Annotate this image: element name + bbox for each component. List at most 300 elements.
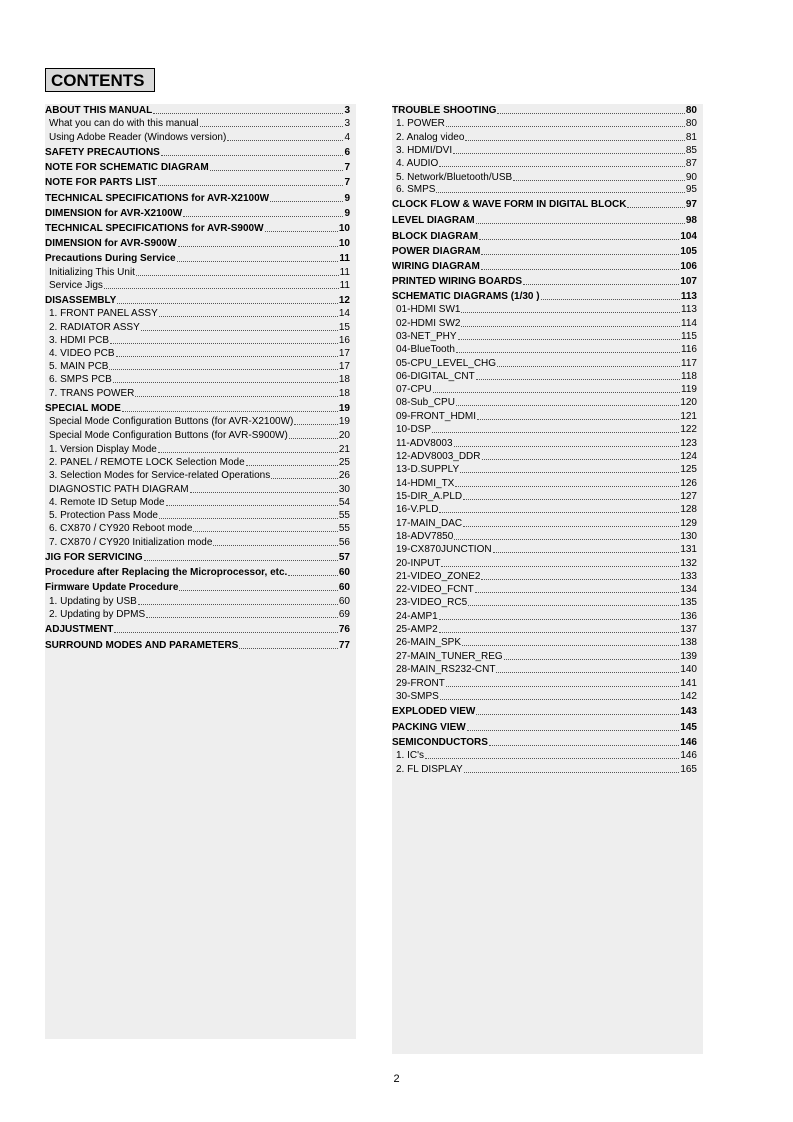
toc-entry-page: 60 [338, 596, 350, 607]
toc-entry-page: 136 [680, 611, 697, 622]
dot-leader [161, 154, 344, 156]
toc-entry-page: 121 [680, 411, 697, 422]
toc-entry [392, 260, 697, 273]
dot-leader [476, 378, 680, 380]
dot-leader [190, 491, 338, 493]
toc-entry-title: 30-SMPS [396, 691, 439, 702]
dot-leader [481, 578, 679, 580]
toc-entry-title: 15-DIR_A.PLD [396, 491, 463, 502]
toc-entry [45, 536, 350, 549]
toc-entry-page: 4 [344, 132, 350, 143]
toc-entry-title: Service Jigs [49, 280, 103, 291]
toc-entry [45, 623, 350, 636]
toc-entry [45, 104, 350, 117]
toc-entry [392, 370, 697, 383]
toc-entry-page: 128 [680, 504, 697, 515]
toc-entry-title: 3. HDMI/DVI [396, 145, 453, 156]
toc-entry [45, 595, 350, 608]
toc-entry-title: 13-D.SUPPLY [396, 464, 460, 475]
toc-entry [45, 207, 350, 220]
toc-entry [45, 456, 350, 469]
toc-entry [392, 214, 697, 227]
dot-leader [213, 544, 337, 546]
toc-entry-page: 126 [680, 478, 697, 489]
toc-entry [392, 749, 697, 762]
toc-entry-page: 138 [680, 637, 697, 648]
toc-entry [392, 117, 697, 130]
toc-entry [392, 396, 697, 409]
toc-entry-title: 01-HDMI SW1 [396, 304, 461, 315]
toc-entry-page: 87 [685, 158, 697, 169]
dot-leader [453, 152, 685, 154]
toc-entry-page: 18 [338, 374, 350, 385]
toc-entry [392, 623, 697, 636]
toc-entry [45, 639, 350, 652]
dot-leader [460, 471, 679, 473]
toc-entry-title: 02-HDMI SW2 [396, 318, 461, 329]
toc-entry [392, 131, 697, 144]
toc-entry-page: 11 [339, 253, 350, 264]
toc-entry [392, 736, 697, 749]
toc-entry [45, 252, 350, 265]
dot-leader [110, 342, 338, 344]
dot-leader [141, 329, 338, 331]
toc-entry-title: 19-CX870JUNCTION [396, 544, 492, 555]
dot-leader [454, 445, 680, 447]
dot-leader [138, 603, 338, 605]
toc-entry-page: 97 [685, 199, 697, 210]
toc-entry [45, 222, 350, 235]
toc-entry-page: 135 [680, 597, 697, 608]
toc-entry [392, 144, 697, 157]
toc-entry [392, 530, 697, 543]
toc-entry-page: 17 [338, 361, 350, 372]
toc-entry-page: 120 [680, 397, 697, 408]
toc-entry-title: 3. Selection Modes for Service-related Operations [49, 470, 271, 481]
toc-entry [392, 317, 697, 330]
dot-leader [481, 253, 679, 255]
toc-entry-title: What you can do with this manual [49, 118, 199, 129]
toc-entry-title: DIMENSION for AVR-X2100W [45, 208, 183, 219]
toc-entry-title: 26-MAIN_SPK [396, 637, 462, 648]
toc-entry-page: 129 [680, 518, 697, 529]
toc-entry [392, 410, 697, 423]
toc-entry-page: 60 [338, 567, 350, 578]
dot-leader [464, 771, 680, 773]
dot-leader [179, 589, 338, 591]
toc-entry-page: 145 [680, 722, 697, 733]
toc-entry-page: 117 [681, 358, 697, 369]
dot-leader [183, 215, 343, 217]
toc-entry [392, 303, 697, 316]
toc-entry-page: 11 [339, 280, 350, 291]
toc-entry-page: 10 [338, 238, 350, 249]
dot-leader [489, 744, 679, 746]
toc-entry [392, 183, 697, 196]
toc-entry [45, 131, 350, 144]
toc-entry [392, 198, 697, 211]
toc-entry-page: 56 [338, 537, 350, 548]
dot-leader [146, 616, 338, 618]
toc-entry-title: Using Adobe Reader (Windows version) [49, 132, 227, 143]
dot-leader [289, 437, 338, 439]
toc-entry [392, 157, 697, 170]
dot-leader [467, 729, 680, 731]
toc-entry-page: 134 [680, 584, 697, 595]
dot-leader [270, 200, 343, 202]
toc-entry-title: 23-VIDEO_RC5 [396, 597, 468, 608]
dot-leader [177, 260, 339, 262]
toc-entry-title: 18-ADV7850 [396, 531, 454, 542]
toc-entry-title: PRINTED WIRING BOARDS [392, 276, 522, 287]
toc-entry [392, 636, 697, 649]
toc-entry-page: 85 [685, 145, 697, 156]
dot-leader [117, 302, 338, 304]
dot-leader [439, 618, 680, 620]
toc-entry-title: 21-VIDEO_ZONE2 [396, 571, 481, 582]
toc-entry-page: 11 [339, 267, 350, 278]
dot-leader [477, 418, 679, 420]
dot-leader [200, 125, 344, 127]
toc-entry-title: Precautions During Service [45, 253, 176, 264]
dot-leader [271, 477, 338, 479]
toc-entry-title: SCHEMATIC DIAGRAMS (1/30 ) [392, 291, 540, 302]
toc-entry [392, 423, 697, 436]
dot-leader [288, 574, 338, 576]
toc-entry-page: 140 [680, 664, 697, 675]
dot-leader [144, 559, 338, 561]
toc-entry [392, 343, 697, 356]
toc-entry-page: 114 [681, 318, 697, 329]
toc-entry-page: 143 [680, 706, 697, 717]
toc-entry-title: 11-ADV8003 [396, 438, 453, 449]
toc-entry-title: DIAGNOSTIC PATH DIAGRAM [49, 484, 189, 495]
toc-entry-page: 10 [338, 223, 350, 234]
toc-entry-page: 165 [680, 764, 697, 775]
toc-entry-title: TECHNICAL SPECIFICATIONS for AVR-S900W [45, 223, 264, 234]
toc-entry-title: 08-Sub_CPU [396, 397, 455, 408]
dot-leader [497, 112, 684, 114]
toc-entry-title: 05-CPU_LEVEL_CHG [396, 358, 497, 369]
dot-leader [227, 139, 343, 141]
toc-entry-page: 60 [338, 582, 350, 593]
toc-entry [45, 307, 350, 320]
dot-leader [493, 551, 680, 553]
toc-entry-title: DISASSEMBLY [45, 295, 117, 306]
toc-entry [392, 570, 697, 583]
toc-entry [45, 581, 350, 594]
dot-leader [109, 368, 337, 370]
toc-entry [392, 663, 697, 676]
toc-entry-page: 25 [338, 457, 350, 468]
dot-leader [461, 325, 680, 327]
dot-leader [479, 238, 679, 240]
toc-entry-page: 80 [685, 105, 697, 116]
toc-entry-page: 107 [680, 276, 697, 287]
toc-entry-page: 119 [681, 384, 697, 395]
dot-leader [158, 451, 338, 453]
toc-entry [45, 334, 350, 347]
toc-entry-page: 146 [680, 737, 697, 748]
toc-entry-title: 06-DIGITAL_CNT [396, 371, 475, 382]
toc-entry [45, 347, 350, 360]
toc-entry-title: 09-FRONT_HDMI [396, 411, 477, 422]
toc-entry-page: 19 [338, 403, 350, 414]
dot-leader [504, 658, 680, 660]
toc-entry [392, 104, 697, 117]
dot-leader [456, 404, 679, 406]
toc-entry-page: 105 [680, 246, 697, 257]
dot-leader [541, 298, 680, 300]
dot-leader [433, 391, 680, 393]
toc-entry-page: 19 [338, 416, 350, 427]
toc-entry-title: 1. POWER [396, 118, 445, 129]
toc-entry-title: 28-MAIN_RS232-CNT [396, 664, 496, 675]
toc-entry-page: 3 [344, 118, 350, 129]
toc-entry-title: 4. VIDEO PCB [49, 348, 115, 359]
toc-entry [45, 402, 350, 415]
toc-entry [45, 176, 350, 189]
toc-entry-page: 76 [338, 624, 350, 635]
toc-entry-page: 131 [680, 544, 697, 555]
toc-entry-title: 1. FRONT PANEL ASSY [49, 308, 158, 319]
toc-entry [392, 437, 697, 450]
toc-entry-title: 04-BlueTooth [396, 344, 455, 355]
toc-entry-title: 03-NET_PHY [396, 331, 457, 342]
toc-entry-title: EXPLODED VIEW [392, 706, 476, 717]
dot-leader [461, 311, 680, 313]
toc-entry-page: 81 [685, 132, 697, 143]
toc-entry-title: 1. Updating by USB [49, 596, 137, 607]
toc-entry-page: 95 [685, 184, 697, 195]
toc-entry-title: 5. Protection Pass Mode [49, 510, 158, 521]
dot-leader [265, 230, 338, 232]
page-title: CONTENTS [45, 68, 155, 92]
dot-leader [497, 365, 680, 367]
toc-entry-title: 07-CPU [396, 384, 432, 395]
toc-entry [45, 321, 350, 334]
toc-entry [45, 294, 350, 307]
toc-entry-title: 20-INPUT [396, 558, 441, 569]
toc-entry-title: Special Mode Configuration Buttons (for AVR-S900W) [49, 430, 288, 441]
dot-leader [440, 698, 680, 700]
toc-entry-title: 25-AMP2 [396, 624, 438, 635]
toc-entry [45, 161, 350, 174]
toc-entry-page: 15 [338, 322, 350, 333]
toc-entry-title: 16-V.PLD [396, 504, 439, 515]
toc-entry-title: 2. Updating by DPMS [49, 609, 146, 620]
dot-leader [439, 165, 685, 167]
dot-leader [523, 283, 679, 285]
toc-entry-page: 14 [338, 308, 350, 319]
toc-entry-page: 113 [680, 291, 697, 302]
toc-entry-title: 27-MAIN_TUNER_REG [396, 651, 503, 662]
toc-entry-title: ABOUT THIS MANUAL [45, 105, 153, 116]
toc-entry [392, 275, 697, 288]
dot-leader [481, 268, 680, 270]
toc-entry-page: 104 [680, 231, 697, 242]
toc-entry [45, 192, 350, 205]
toc-entry [45, 266, 350, 279]
toc-entry-page: 26 [338, 470, 350, 481]
dot-leader [462, 644, 679, 646]
toc-entry [392, 477, 697, 490]
toc-entry-page: 20 [338, 430, 350, 441]
toc-entry-title: LEVEL DIAGRAM [392, 215, 475, 226]
toc-entry [392, 705, 697, 718]
toc-entry-page: 69 [338, 609, 350, 620]
dot-leader [455, 485, 679, 487]
toc-entry-title: 2. RADIATOR ASSY [49, 322, 140, 333]
dot-leader [104, 287, 339, 289]
toc-entry-page: 113 [681, 304, 697, 315]
dot-leader [425, 757, 679, 759]
toc-entry-title: 24-AMP1 [396, 611, 438, 622]
toc-entry [392, 230, 697, 243]
toc-entry-title: 6. SMPS [396, 184, 436, 195]
dot-leader [475, 591, 680, 593]
toc-entry [392, 650, 697, 663]
toc-entry [45, 387, 350, 400]
toc-entry-page: 9 [344, 193, 350, 204]
dot-leader [116, 355, 338, 357]
toc-entry [45, 566, 350, 579]
toc-entry-page: 133 [680, 571, 697, 582]
dot-leader [432, 431, 679, 433]
toc-entry-page: 3 [344, 105, 350, 116]
toc-entry [392, 463, 697, 476]
toc-entry-page: 132 [680, 558, 697, 569]
toc-entry [392, 503, 697, 516]
toc-entry-title: CLOCK FLOW & WAVE FORM IN DIGITAL BLOCK [392, 199, 627, 210]
toc-entry-title: 2. FL DISPLAY [396, 764, 463, 775]
toc-entry-title: ADJUSTMENT [45, 624, 114, 635]
dot-leader [439, 511, 679, 513]
toc-entry-page: 16 [338, 335, 350, 346]
dot-leader [446, 685, 679, 687]
toc-entry-page: 55 [338, 510, 350, 521]
toc-entry-title: SAFETY PRECAUTIONS [45, 147, 160, 158]
dot-leader [439, 631, 680, 633]
toc-entry [392, 245, 697, 258]
toc-entry [392, 450, 697, 463]
toc-entry-page: 141 [680, 678, 697, 689]
toc-entry [392, 330, 697, 343]
toc-entry-page: 7 [344, 177, 350, 188]
dot-leader [446, 125, 685, 127]
toc-entry-title: Initializing This Unit [49, 267, 135, 278]
toc-entry [45, 429, 350, 442]
toc-entry-title: Procedure after Replacing the Microprocessor, etc. [45, 567, 288, 578]
toc-entry [45, 373, 350, 386]
toc-entry [392, 543, 697, 556]
dot-leader [159, 315, 338, 317]
dot-leader [239, 647, 338, 649]
toc-entry [392, 383, 697, 396]
toc-entry-title: TECHNICAL SPECIFICATIONS for AVR-X2100W [45, 193, 270, 204]
toc-entry [392, 721, 697, 734]
toc-entry-title: 2. Analog video [396, 132, 465, 143]
toc-entry [392, 596, 697, 609]
toc-entry-title: 2. PANEL / REMOTE LOCK Selection Mode [49, 457, 245, 468]
toc-entry-page: 118 [681, 371, 697, 382]
dot-leader [463, 498, 679, 500]
dot-leader [476, 713, 679, 715]
toc-entry-page: 77 [338, 640, 350, 651]
page-number: 2 [393, 1073, 400, 1085]
toc-entry [45, 117, 350, 130]
dot-leader [246, 464, 338, 466]
toc-entry-title: 10-DSP [396, 424, 432, 435]
dot-leader [482, 458, 680, 460]
toc-entry-page: 98 [685, 215, 697, 226]
toc-entry-title: POWER DIAGRAM [392, 246, 481, 257]
toc-right-column [392, 104, 703, 1054]
dot-leader [627, 206, 684, 208]
toc-entry-title: 12-ADV8003_DDR [396, 451, 481, 462]
dot-leader [166, 504, 338, 506]
toc-entry-title: 7. TRANS POWER [49, 388, 135, 399]
dot-leader [153, 112, 343, 114]
toc-entry-page: 137 [680, 624, 697, 635]
toc-entry-title: 14-HDMI_TX [396, 478, 455, 489]
dot-leader [456, 351, 680, 353]
toc-entry-title: PACKING VIEW [392, 722, 466, 733]
toc-entry-title: 17-MAIN_DAC [396, 518, 463, 529]
toc-entry-title: 6. CX870 / CY920 Reboot mode [49, 523, 193, 534]
toc-entry-title: 5. MAIN PCB [49, 361, 109, 372]
toc-entry [392, 357, 697, 370]
dot-leader [468, 604, 679, 606]
toc-entry-title: Firmware Update Procedure [45, 582, 179, 593]
toc-entry-title: NOTE FOR PARTS LIST [45, 177, 158, 188]
toc-entry-page: 18 [338, 388, 350, 399]
toc-entry-page: 55 [338, 523, 350, 534]
toc-entry [392, 677, 697, 690]
toc-entry-page: 12 [338, 295, 350, 306]
toc-entry-page: 21 [338, 444, 350, 455]
toc-entry-title: SPECIAL MODE [45, 403, 121, 414]
toc-entry-title: 1. IC's [396, 750, 425, 761]
toc-entry [45, 360, 350, 373]
toc-entry [392, 290, 697, 303]
toc-entry-title: 4. Remote ID Setup Mode [49, 497, 165, 508]
toc-entry-title: 29-FRONT [396, 678, 445, 689]
toc-entry [392, 517, 697, 530]
toc-entry [45, 415, 350, 428]
toc-entry-title: Special Mode Configuration Buttons (for AVR-X2100W) [49, 416, 294, 427]
toc-entry-page: 127 [680, 491, 697, 502]
dot-leader [441, 565, 679, 567]
toc-entry-page: 106 [680, 261, 697, 272]
toc-entry [45, 509, 350, 522]
toc-entry [45, 496, 350, 509]
toc-entry-page: 90 [685, 172, 697, 183]
toc-entry-title: 7. CX870 / CY920 Initialization mode [49, 537, 213, 548]
toc-entry-title: BLOCK DIAGRAM [392, 231, 479, 242]
toc-entry-page: 54 [338, 497, 350, 508]
toc-entry-title: 6. SMPS PCB [49, 374, 112, 385]
toc-entry-title: 1. Version Display Mode [49, 444, 157, 455]
toc-entry [392, 610, 697, 623]
toc-entry-page: 30 [338, 484, 350, 495]
dot-leader [454, 538, 679, 540]
dot-leader [294, 423, 337, 425]
dot-leader [496, 671, 679, 673]
dot-leader [178, 245, 338, 247]
toc-entry [45, 522, 350, 535]
toc-entry-page: 57 [338, 552, 350, 563]
